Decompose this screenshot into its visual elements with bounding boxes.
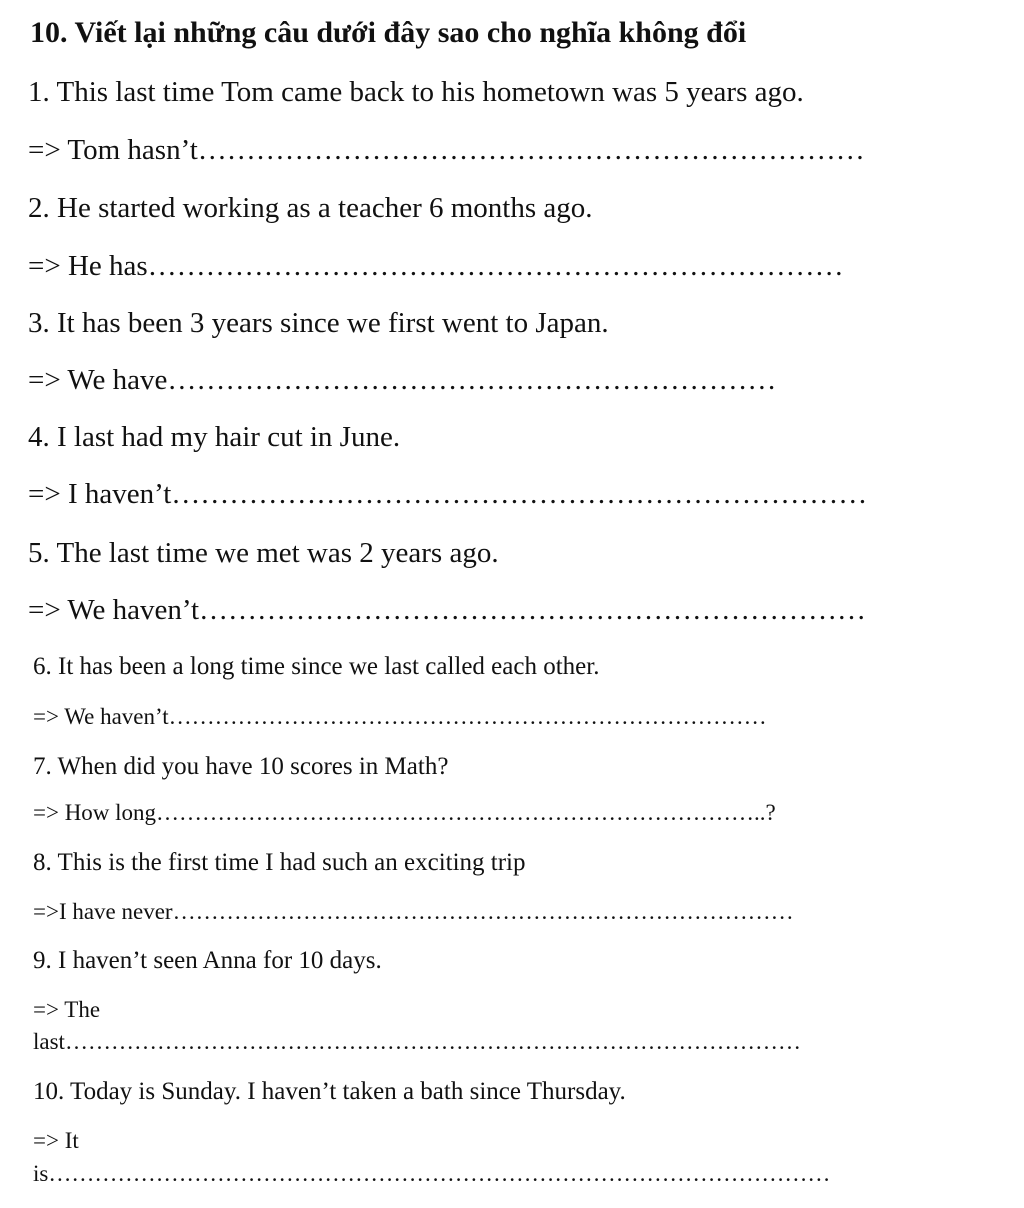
question-3: 3. It has been 3 years since we first went to Japan. xyxy=(28,307,609,339)
question-8: 8. This is the first time I had such an exciting trip xyxy=(33,849,526,876)
question-9: 9. I haven’t seen Anna for 10 days. xyxy=(33,947,382,974)
answer-1: => Tom hasn’t…………………………………………………………… xyxy=(28,134,865,166)
answer-2: => He has……………………………………………………………… xyxy=(28,250,844,282)
answer-6: => We haven’t…………………………………………………………………… xyxy=(33,704,767,729)
answer-4: => I haven’t……………………………………………………………… xyxy=(28,478,868,510)
answer-10-line2: is………………………………………………………………………………………… xyxy=(33,1161,831,1186)
question-2: 2. He started working as a teacher 6 months ago. xyxy=(28,192,593,224)
answer-9-line1: => The xyxy=(33,997,101,1022)
question-5: 5. The last time we met was 2 years ago. xyxy=(28,537,499,569)
answer-10-line1: => It xyxy=(33,1128,79,1153)
answer-3: => We have……………………………………………………… xyxy=(28,364,777,396)
answer-7: => How long……………………………………………………………………..? xyxy=(33,800,776,825)
question-1: 1. This last time Tom came back to his hometown was 5 years ago. xyxy=(28,76,804,108)
answer-5: => We haven’t…………………………………………………………… xyxy=(28,594,867,626)
question-10: 10. Today is Sunday. I haven’t taken a bath since Thursday. xyxy=(33,1078,626,1105)
question-6: 6. It has been a long time since we last called each other. xyxy=(33,653,600,680)
question-7: 7. When did you have 10 scores in Math? xyxy=(33,753,449,780)
answer-8: =>I have never……………………………………………………………………… xyxy=(33,899,794,924)
answer-9-line2: last…………………………………………………………………………………… xyxy=(33,1029,801,1054)
question-4: 4. I last had my hair cut in June. xyxy=(28,421,401,453)
exercise-title: 10. Viết lại những câu dưới đây sao cho nghĩa không đổi xyxy=(30,16,747,49)
